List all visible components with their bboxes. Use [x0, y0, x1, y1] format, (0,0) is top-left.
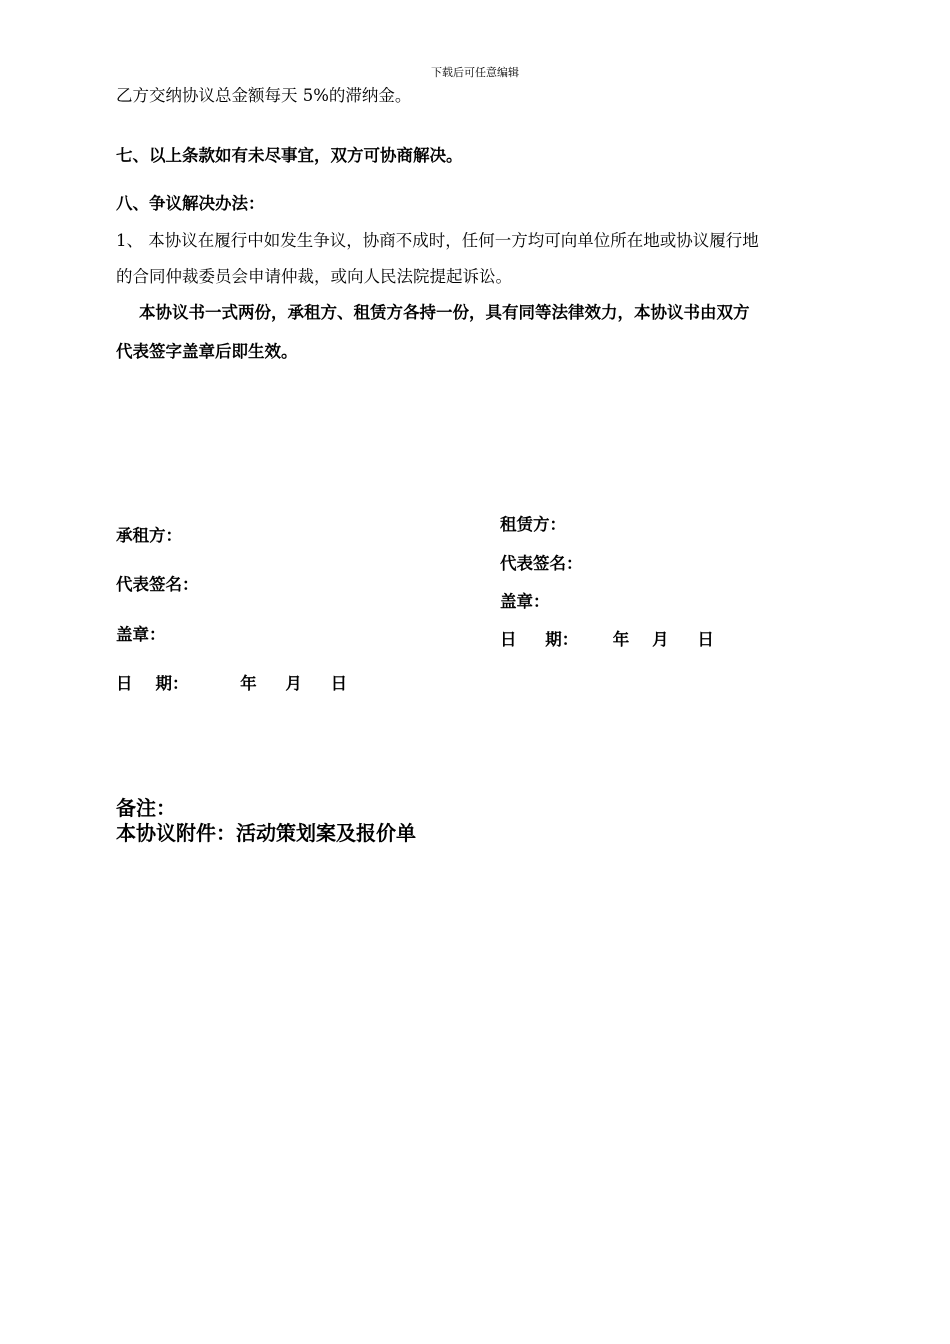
- lessee-label: 承租方：: [116, 526, 182, 545]
- clause-8-item-1-line-2: 的合同仲裁委员会申请仲裁，或向人民法院提起诉讼。: [116, 267, 512, 286]
- lessor-rep-signature-label: 代表签名：: [500, 554, 583, 573]
- clause-7: 七、以上条款如有未尽事宜，双方可协商解决。: [116, 146, 463, 165]
- lessor-date-label: 日 期： 年 月 日: [500, 630, 714, 649]
- clause-8-title: 八、争议解决办法：: [116, 194, 265, 213]
- page-header: 下载后可任意编辑: [431, 66, 519, 79]
- lessee-rep-signature-label: 代表签名：: [116, 575, 199, 594]
- remarks-attachment: 本协议附件：活动策划案及报价单: [116, 821, 416, 845]
- clause-8-item-1-line-1: 1、 本协议在履行中如发生争议，协商不成时，任何一方均可向单位所在地或协议履行地: [116, 231, 759, 250]
- penalty-text: 乙方交纳协议总金额每天 5%的滞纳金。: [116, 86, 412, 105]
- lessor-seal-label: 盖章：: [500, 592, 550, 611]
- copies-paragraph-line-1: 本协议书一式两份，承租方、租赁方各持一份，具有同等法律效力，本协议书由双方: [116, 303, 750, 322]
- lessee-seal-label: 盖章：: [116, 625, 166, 644]
- copies-paragraph-line-2: 代表签字盖章后即生效。: [116, 342, 298, 361]
- lessor-label: 租赁方：: [500, 515, 566, 534]
- remarks-title: 备注：: [116, 796, 176, 820]
- lessee-date-label: 日 期： 年 月 日: [116, 674, 348, 693]
